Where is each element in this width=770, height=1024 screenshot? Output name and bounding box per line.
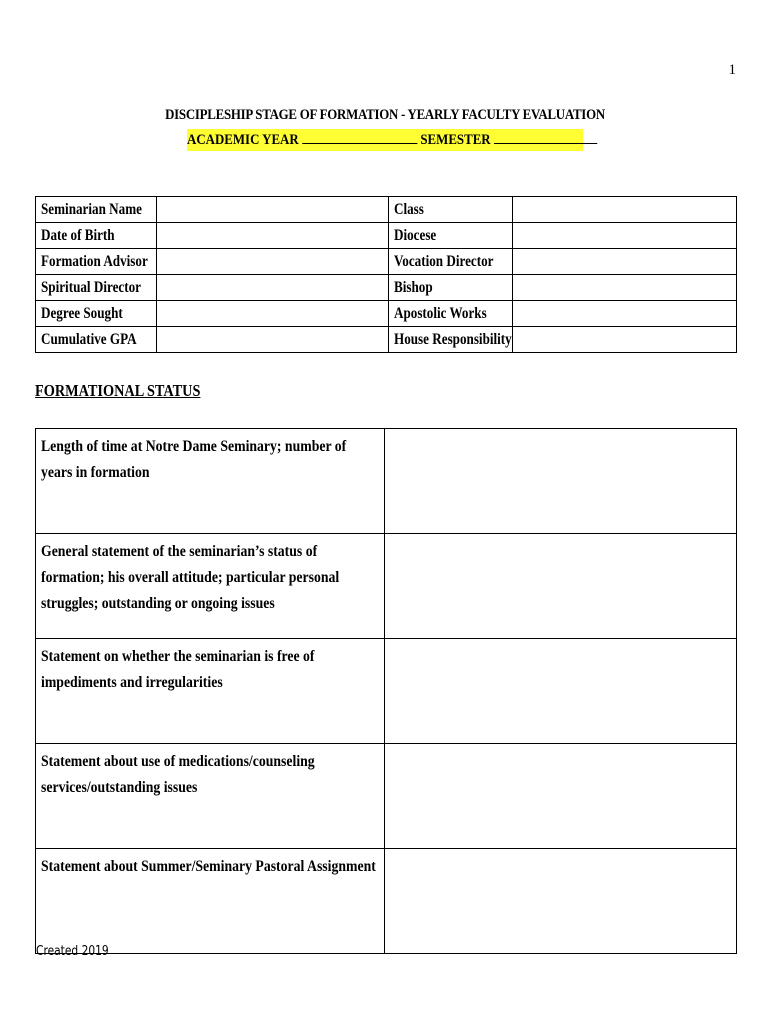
degree-sought-field[interactable] bbox=[157, 301, 389, 327]
spiritual-director-label: Spiritual Director bbox=[36, 275, 157, 301]
table-row bbox=[36, 301, 737, 327]
formation-advisor-label: Formation Advisor bbox=[36, 249, 157, 275]
pastoral-assignment-question: Statement about Summer/Seminary Pastoral Assignment bbox=[36, 849, 385, 954]
medications-question: Statement about use of medications/counseling services/outstanding issues bbox=[36, 744, 385, 849]
seminarian-info-table bbox=[35, 196, 737, 353]
degree-sought-label: Degree Sought bbox=[36, 301, 157, 327]
house-responsibility-label: House Responsibility bbox=[389, 327, 513, 353]
vocation-director-label: Vocation Director bbox=[389, 249, 513, 275]
length-of-time-answer-field[interactable] bbox=[385, 429, 737, 534]
diocese-label: Diocese bbox=[389, 223, 513, 249]
seminarian-name-label: Seminarian Name bbox=[36, 197, 157, 223]
general-statement-question: General statement of the seminarian’s status of formation; his overall attitude; particular personal struggles; outstanding or ongoing issues bbox=[36, 534, 385, 639]
academic-year-field[interactable] bbox=[302, 129, 417, 144]
table-row bbox=[36, 429, 737, 534]
date-of-birth-label: Date of Birth bbox=[36, 223, 157, 249]
table-row bbox=[36, 639, 737, 744]
seminarian-name-field[interactable] bbox=[157, 197, 389, 223]
formational-status-heading: FORMATIONAL STATUS bbox=[35, 381, 201, 400]
table-row bbox=[36, 223, 737, 249]
diocese-field[interactable] bbox=[513, 223, 737, 249]
cumulative-gpa-field[interactable] bbox=[157, 327, 389, 353]
impediments-question: Statement on whether the seminarian is free of impediments and irregularities bbox=[36, 639, 385, 744]
apostolic-works-label: Apostolic Works bbox=[389, 301, 513, 327]
semester-label: SEMESTER bbox=[420, 132, 491, 148]
table-row bbox=[36, 849, 737, 954]
table-row bbox=[36, 249, 737, 275]
formational-status-table bbox=[35, 428, 737, 954]
date-of-birth-field[interactable] bbox=[157, 223, 389, 249]
vocation-director-field[interactable] bbox=[513, 249, 737, 275]
table-row bbox=[36, 534, 737, 639]
table-row bbox=[36, 197, 737, 223]
cumulative-gpa-label: Cumulative GPA bbox=[36, 327, 157, 353]
table-row bbox=[36, 744, 737, 849]
house-responsibility-field[interactable] bbox=[513, 327, 737, 353]
apostolic-works-field[interactable] bbox=[513, 301, 737, 327]
bishop-label: Bishop bbox=[389, 275, 513, 301]
bishop-field[interactable] bbox=[513, 275, 737, 301]
academic-year-label: ACADEMIC YEAR bbox=[187, 132, 299, 148]
formation-advisor-field[interactable] bbox=[157, 249, 389, 275]
length-of-time-question: Length of time at Notre Dame Seminary; number of years in formation bbox=[36, 429, 385, 534]
spiritual-director-field[interactable] bbox=[157, 275, 389, 301]
table-row bbox=[36, 327, 737, 353]
semester-field[interactable] bbox=[494, 129, 597, 144]
document-title: DISCIPLESHIP STAGE OF FORMATION - YEARLY FACULTY EVALUATION bbox=[165, 107, 605, 123]
created-footer: Created 2019 bbox=[36, 944, 109, 959]
class-label: Class bbox=[389, 197, 513, 223]
table-row bbox=[36, 275, 737, 301]
class-field[interactable] bbox=[513, 197, 737, 223]
general-statement-answer-field[interactable] bbox=[385, 534, 737, 639]
medications-answer-field[interactable] bbox=[385, 744, 737, 849]
academic-year-semester-line bbox=[187, 129, 583, 151]
page-number: 1 bbox=[728, 62, 736, 78]
impediments-answer-field[interactable] bbox=[385, 639, 737, 744]
pastoral-assignment-answer-field[interactable] bbox=[385, 849, 737, 954]
